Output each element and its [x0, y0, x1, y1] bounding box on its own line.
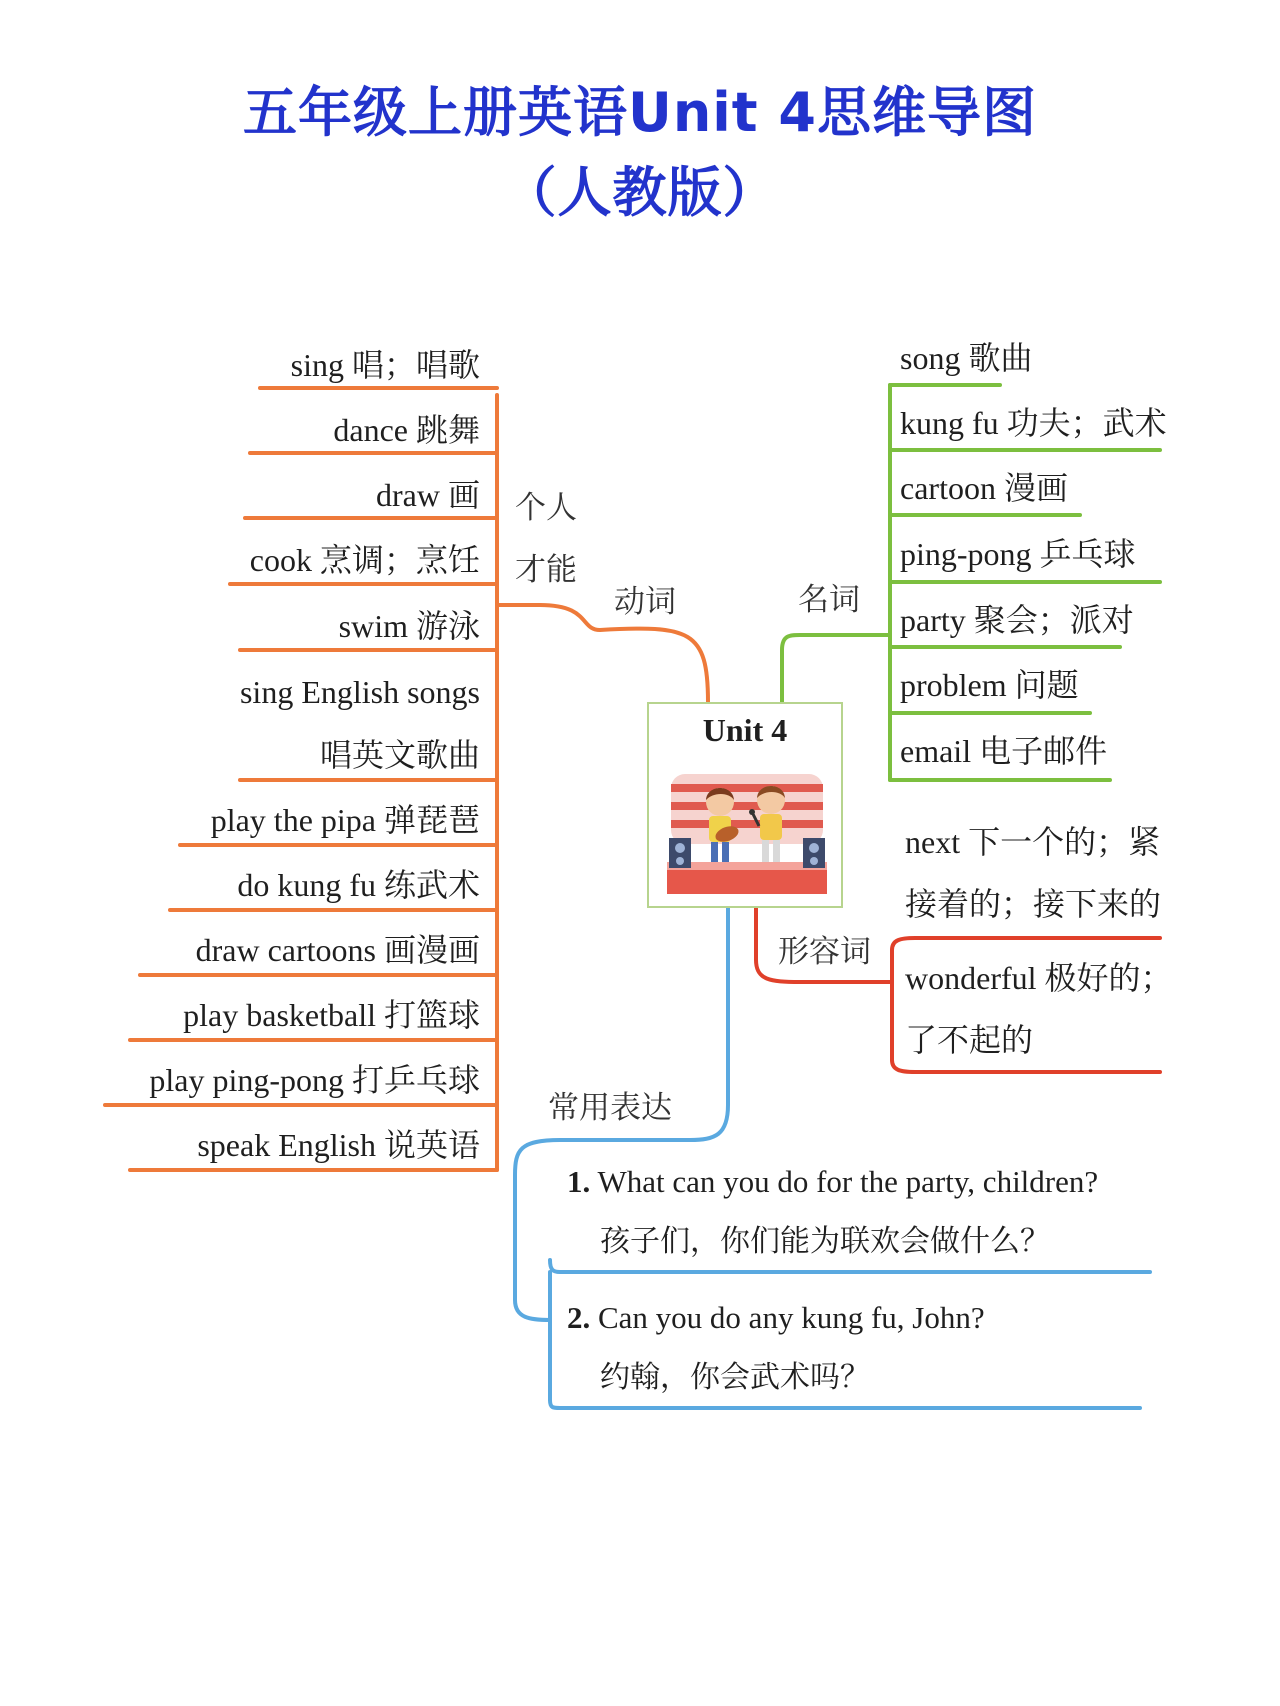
page-subtitle: （人教版）: [502, 161, 778, 224]
noun-item: ping-pong 乒乓球: [900, 536, 1136, 572]
verb-item: draw cartoons 画漫画: [195, 932, 480, 968]
branch-label-verbs: 动词: [614, 584, 676, 620]
noun-item: cartoon 漫画: [900, 470, 1068, 506]
verb-item: cook 烹调；烹饪: [249, 542, 480, 578]
expression-english-text: What can you do for the party, children?: [597, 1164, 1099, 1199]
verb-item: sing English songs: [239, 674, 480, 710]
verb-item: play ping-pong 打乒乓球: [149, 1062, 480, 1098]
verb-item: play the pipa 弹琵琶: [210, 802, 480, 838]
verb-item: do kung fu 练武术: [237, 867, 480, 903]
noun-item: email 电子邮件: [900, 733, 1108, 769]
center-node-label: Unit 4: [702, 712, 788, 748]
sub-label-personal: 个人: [515, 490, 577, 526]
verb-item: 唱英文歌曲: [319, 737, 480, 773]
expression-english: [567, 1162, 1098, 1202]
branch-label-nouns: 名词: [798, 582, 860, 618]
noun-item: problem 问题: [900, 667, 1079, 703]
verb-item: speak English 说英语: [197, 1127, 480, 1163]
expression-number: 2.: [567, 1300, 591, 1335]
verb-item: swim 游泳: [338, 608, 480, 644]
noun-item: song 歌曲: [900, 340, 1033, 376]
adjective-item-line: 了不起的: [905, 1022, 1034, 1058]
branch-label-adjectives: 形容词: [778, 934, 871, 970]
expression-number: 1.: [567, 1164, 591, 1199]
noun-item: kung fu 功夫；武术: [900, 405, 1167, 441]
page-title: 五年级上册英语Unit 4思维导图: [243, 81, 1037, 144]
adjective-item-line: wonderful 极好的；: [905, 960, 1173, 996]
expression-chinese: 约翰，你会武术吗？: [600, 1360, 870, 1395]
verb-item: sing 唱；唱歌: [290, 347, 480, 383]
expression-english-text: Can you do any kung fu, John?: [598, 1300, 985, 1335]
verb-item: draw 画: [376, 477, 480, 513]
noun-item: party 聚会；派对: [900, 602, 1134, 638]
expression-english: [567, 1298, 985, 1338]
expression-chinese: 孩子们，你们能为联欢会做什么？: [600, 1224, 1050, 1259]
center-node: [647, 702, 843, 908]
singers-illustration-icon: [665, 770, 829, 900]
adjective-item-line: next 下一个的；紧: [905, 824, 1161, 860]
sub-label-talent: 才能: [515, 552, 577, 588]
verb-item: dance 跳舞: [333, 412, 480, 448]
verb-item: play basketball 打篮球: [183, 997, 480, 1033]
branch-label-expressions: 常用表达: [548, 1090, 672, 1126]
adjective-item-line: 接着的；接下来的: [905, 886, 1162, 922]
